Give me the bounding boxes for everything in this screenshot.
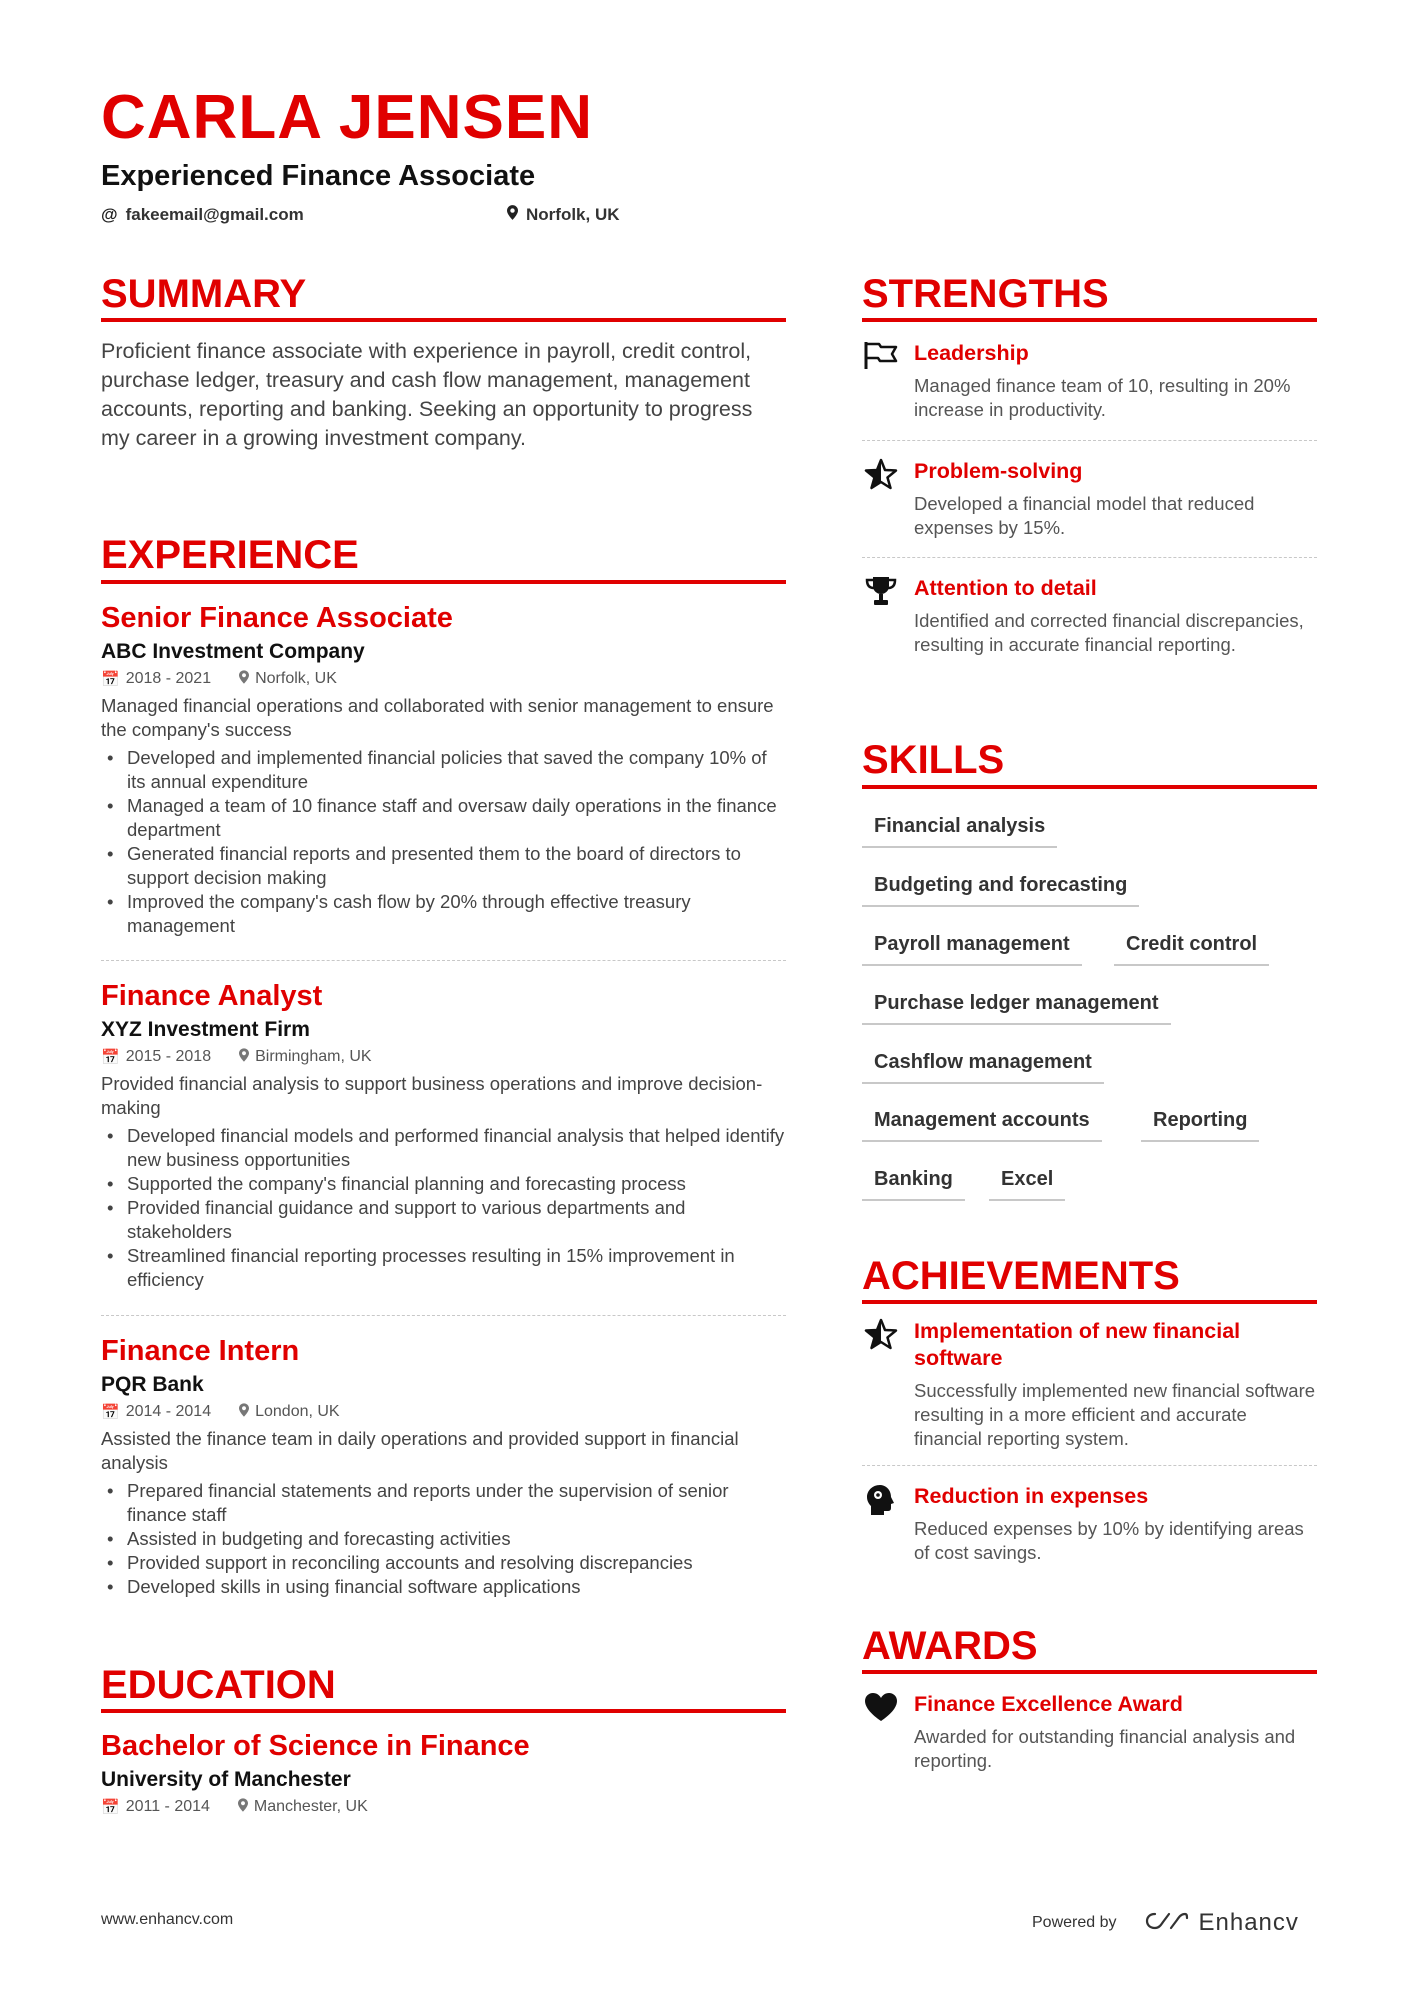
school-name: University of Manchester bbox=[101, 1768, 351, 1791]
achievement-title: Reduction in expenses bbox=[914, 1484, 1149, 1508]
company-name: ABC Investment Company bbox=[101, 640, 365, 663]
job-location: Birmingham, UK bbox=[255, 1048, 372, 1065]
skill-tag: Excel bbox=[989, 1165, 1065, 1201]
education-dates: 2011 - 2014 bbox=[125, 1798, 210, 1815]
skill-tag: Banking bbox=[862, 1165, 965, 1201]
candidate-name: CARLA JENSEN bbox=[101, 83, 593, 152]
skill-tag: Payroll management bbox=[862, 930, 1082, 966]
job-description: Provided financial analysis to support business operations and improve decision-making bbox=[101, 1073, 763, 1118]
location-text: Norfolk, UK bbox=[526, 205, 620, 224]
skill-tag: Financial analysis bbox=[862, 812, 1057, 848]
contact-location bbox=[507, 205, 620, 225]
list-item: • Developed financial models and performed financial analysis that helped identify new business opportunities bbox=[101, 1124, 786, 1172]
job-title: Senior Finance Associate bbox=[101, 602, 453, 634]
job-bullets bbox=[101, 1479, 786, 1599]
job-bullets bbox=[101, 746, 786, 938]
education-item bbox=[101, 1728, 786, 1816]
job-meta bbox=[101, 670, 786, 688]
skill-tag: Credit control bbox=[1114, 930, 1269, 966]
list-item: • Assisted in budgeting and forecasting activities bbox=[101, 1527, 786, 1551]
star-icon bbox=[862, 458, 900, 540]
experience-item bbox=[101, 978, 786, 1292]
award-desc: Awarded for outstanding financial analysis and reporting. bbox=[914, 1726, 1296, 1771]
job-meta bbox=[101, 1048, 786, 1066]
strength-item bbox=[862, 340, 1317, 422]
experience-item bbox=[101, 1333, 786, 1599]
strength-item bbox=[862, 575, 1317, 657]
job-location: London, UK bbox=[255, 1403, 340, 1420]
education-heading: EDUCATION bbox=[101, 1663, 336, 1707]
list-item: • Developed skills in using financial software applications bbox=[101, 1575, 786, 1599]
candidate-title: Experienced Finance Associate bbox=[101, 160, 536, 192]
education-location: Manchester, UK bbox=[253, 1798, 368, 1815]
strength-item bbox=[862, 458, 1317, 540]
skill-tag: Purchase ledger management bbox=[862, 989, 1171, 1025]
location-pin-icon bbox=[238, 1798, 248, 1816]
achievement-title: Implementation of new financial software bbox=[914, 1319, 1241, 1370]
company-name: PQR Bank bbox=[101, 1373, 204, 1396]
calendar-icon: 📅 bbox=[101, 1799, 120, 1816]
enhancv-logo-icon bbox=[1145, 1910, 1189, 1937]
skills-divider bbox=[862, 785, 1317, 789]
list-item: • Streamlined financial reporting processes resulting in 15% improvement in efficiency bbox=[101, 1244, 786, 1292]
experience-heading: EXPERIENCE bbox=[101, 533, 359, 577]
achievements-divider bbox=[862, 1300, 1317, 1304]
job-location: Norfolk, UK bbox=[255, 670, 337, 687]
award-title: Finance Excellence Award bbox=[914, 1692, 1183, 1716]
skill-tag: Reporting bbox=[1141, 1106, 1259, 1142]
job-dates: 2018 - 2021 bbox=[125, 670, 212, 687]
achievement-desc: Successfully implemented new financial software resulting in a more efficient and accurate financial reporting system. bbox=[914, 1380, 1316, 1449]
list-item: • Generated financial reports and presented them to the board of directors to support decision making bbox=[101, 842, 786, 890]
achievement-desc: Reduced expenses by 10% by identifying areas of cost savings. bbox=[914, 1518, 1304, 1563]
job-title: Finance Analyst bbox=[101, 980, 323, 1012]
location-pin-icon bbox=[239, 670, 249, 688]
experience-divider bbox=[101, 580, 786, 584]
skill-tag: Management accounts bbox=[862, 1106, 1102, 1142]
heart-icon bbox=[862, 1691, 900, 1773]
skill-tag: Cashflow management bbox=[862, 1048, 1104, 1084]
strength-separator bbox=[862, 440, 1317, 441]
experience-item bbox=[101, 600, 786, 938]
strength-title: Problem-solving bbox=[914, 459, 1083, 483]
job-meta bbox=[101, 1403, 786, 1421]
strength-desc: Identified and corrected financial discrepancies, resulting in accurate financial reporting. bbox=[914, 610, 1304, 655]
education-meta bbox=[101, 1798, 786, 1816]
trophy-icon bbox=[862, 575, 900, 657]
list-item: • Managed a team of 10 finance staff and oversaw daily operations in the finance department bbox=[101, 794, 786, 842]
brand-name: Enhancv bbox=[1198, 1909, 1299, 1936]
achievement-item bbox=[862, 1318, 1317, 1451]
list-item: • Supported the company's financial planning and forecasting process bbox=[101, 1172, 786, 1196]
strengths-heading: STRENGTHS bbox=[862, 272, 1109, 316]
summary-text: Proficient finance associate with experience in payroll, credit control, purchase ledger, treasury and cash flow management, management accounts, reporting and banking. Seeking an opportunity to progress my career in a growing investment company. bbox=[101, 339, 753, 450]
company-name: XYZ Investment Firm bbox=[101, 1018, 310, 1041]
calendar-icon: 📅 bbox=[101, 1404, 120, 1421]
job-separator bbox=[101, 1315, 786, 1316]
powered-by-text: Powered by bbox=[1032, 1914, 1117, 1931]
strength-separator bbox=[862, 557, 1317, 558]
job-dates: 2014 - 2014 bbox=[125, 1403, 212, 1420]
list-item: • Provided financial guidance and support to various departments and stakeholders bbox=[101, 1196, 786, 1244]
location-pin-icon bbox=[507, 205, 518, 225]
at-icon: @ bbox=[101, 205, 118, 224]
skill-tag: Budgeting and forecasting bbox=[862, 871, 1139, 907]
footer-branding[interactable] bbox=[1032, 1909, 1299, 1937]
calendar-icon: 📅 bbox=[101, 1049, 120, 1066]
degree-title: Bachelor of Science in Finance bbox=[101, 1730, 530, 1762]
summary-divider bbox=[101, 318, 786, 322]
list-item: • Prepared financial statements and reports under the supervision of senior finance staff bbox=[101, 1479, 786, 1527]
strength-title: Attention to detail bbox=[914, 576, 1097, 600]
strength-desc: Managed finance team of 10, resulting in 20% increase in productivity. bbox=[914, 375, 1291, 420]
awards-divider bbox=[862, 1670, 1317, 1674]
achievement-item bbox=[862, 1483, 1317, 1565]
job-separator bbox=[101, 960, 786, 961]
achievements-heading: ACHIEVEMENTS bbox=[862, 1254, 1180, 1298]
list-item: • Provided support in reconciling accounts and resolving discrepancies bbox=[101, 1551, 786, 1575]
star-icon bbox=[862, 1318, 900, 1451]
job-title: Finance Intern bbox=[101, 1335, 300, 1367]
job-description: Assisted the finance team in daily operations and provided support in financial analysis bbox=[101, 1428, 739, 1473]
job-dates: 2015 - 2018 bbox=[125, 1048, 212, 1065]
location-pin-icon bbox=[239, 1403, 249, 1421]
skills-heading: SKILLS bbox=[862, 738, 1005, 782]
award-item bbox=[862, 1691, 1317, 1773]
strength-desc: Developed a financial model that reduced expenses by 15%. bbox=[914, 493, 1255, 538]
strengths-divider bbox=[862, 318, 1317, 322]
summary-heading: SUMMARY bbox=[101, 272, 307, 316]
email-text: fakeemail@gmail.com bbox=[125, 205, 304, 224]
calendar-icon: 📅 bbox=[101, 671, 120, 688]
education-divider bbox=[101, 1709, 786, 1713]
list-item: • Improved the company's cash flow by 20% through effective treasury management bbox=[101, 890, 786, 938]
flag-icon bbox=[862, 340, 900, 422]
list-item: • Developed and implemented financial policies that saved the company 10% of its annual expenditure bbox=[101, 746, 786, 794]
job-bullets bbox=[101, 1124, 786, 1292]
footer-website[interactable]: www.enhancv.com bbox=[101, 1911, 234, 1928]
strength-title: Leadership bbox=[914, 341, 1029, 365]
brain-head-icon bbox=[862, 1483, 900, 1565]
awards-heading: AWARDS bbox=[862, 1624, 1038, 1668]
contact-email bbox=[101, 205, 304, 225]
job-description: Managed financial operations and collaborated with senior management to ensure the company's success bbox=[101, 695, 774, 740]
location-pin-icon bbox=[239, 1048, 249, 1066]
achievement-separator bbox=[862, 1465, 1317, 1466]
